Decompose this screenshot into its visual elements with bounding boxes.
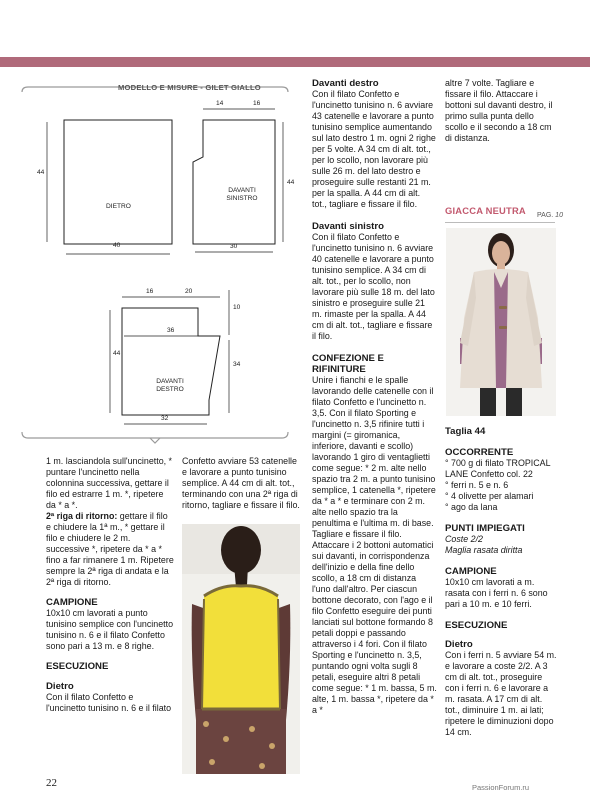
diagram-title: MODELLO E MISURE - GILET GIALLO [118, 83, 261, 92]
heading-occorrente: OCCORRENTE [445, 447, 514, 458]
heading-davanti-destro: Davanti destro [312, 78, 379, 89]
paragraph: Con il filato Confetto e l'uncinetto tunisino n. 6 e il filato [46, 692, 172, 713]
label-davanti-sinistro: DAVANTI SINISTRO [226, 187, 258, 202]
list-item: ° 4 olivette per alamari [445, 491, 534, 501]
divider [445, 222, 555, 223]
paragraph: 1 m. lasciandola sull'uncinetto, * puntare l'uncinetto nella colonnina successiva, gettare il filo ed estrarre 1 m. *, ripetere da * a *. [46, 456, 173, 510]
heading-punti: PUNTI IMPIEGATI [445, 523, 525, 534]
list-item: ° ferri n. 5 e n. 6 [445, 480, 509, 490]
back-piece-outline [64, 120, 172, 244]
list-item-text: ferri n. 5 e n. 6 [451, 480, 509, 490]
list-item-text: 4 olivette per alamari [451, 491, 534, 501]
page-reference-number: 10 [555, 212, 563, 219]
paragraph [445, 545, 557, 556]
paragraph: Confetto avviare 53 catenelle e lavorare a punto tunisino semplice. A 44 cm di alt. tot., terminando con una 2ª riga di ritorno, tagliare e fissare il filo. [182, 456, 300, 510]
column-2 [182, 456, 300, 511]
paragraph: Unire i fianchi e le spalle lavorando delle catenelle con il filato Confetto e l'uncinetto n. 3,5. Con il filato Sporting e l'uncinetto n. 3,5 rifinire tutti i margini (= giromanica, inferiore, davanti e scollo) lavorando 1 giro di ventaglietti come segue: * 2 m. alte nello spazio tra 2 m. a punto tunisino semplice, 1 catenella *, ripetere da * a * e terminare con 2 m. alte nello spazio tra la penultima e l'ultima m. di base. Tagliare e fissare il filo. Attaccare i 2 bottoni automatici sui davanti, in corrispondenza dell'inizio e della fine dello scollo, a 18 cm di distanza l'uno dall'altro. Per ciascun bottone decorato, con l'ago e il filo Confetto eseguire dei punti lanciati sul bottone formando 8 petali doppi e passando attraverso i 4 fori. Con il filato Sporting e l'uncinetto n. 3,5, puntando ogni volta sugli 8 petali, eseguire altri 8 petali come segue: * 1 m. bassa, 5 m. alte, 1 m. bassa *, ripetere da * a * [312, 375, 437, 715]
measure-right-inner: 36 [167, 327, 175, 334]
label-davanti-destro: DAVANTI DESTRO [156, 378, 184, 393]
list-item-text: ago da lana [451, 502, 498, 512]
heading-esecuzione-2: ESECUZIONE [445, 620, 508, 631]
paragraph: Con il filato Confetto e l'uncinetto tunisino n. 6 avviare 43 catenelle e lavorare a punto tunisino semplice aumentando sul lato destro 1 m. ogni 2 righe per 5 volte. A 34 cm di alt. tot., per lo scollo, non lavorare più sulle 26 m. del lato destro e proseguire sulle restanti 21 m. per la spalla. A 44 cm di alt. tot., tagliare e fissare il filo. [312, 89, 436, 209]
watermark: PassionForum.ru [472, 783, 530, 792]
size-label: Taglia 44 [445, 426, 486, 437]
paragraph [46, 511, 174, 588]
paragraph: Con il filato Confetto e l'uncinetto tunisino n. 6 avviare 40 catenelle e lavorare a punto tunisino semplice. A 34 cm di alt. tot., per lo scollo, non lavorare più sulle 18 m. del lato sinistro e proseguire sulle 21 m. rimaste per la spalla. A 44 cm di alt. tot., tagliare e fissare il filo. [312, 232, 435, 341]
measure-right-height: 44 [113, 350, 121, 357]
measurement-diagram [0, 72, 308, 447]
measure-back-height: 44 [37, 169, 45, 176]
column-1 [46, 456, 174, 714]
inline-text: gettare il filo e chiudere la 1ª m., * gettare il filo e chiudere le 2 m. successive *, ripetere da * a * fino a far rimanere 1 m. Ripetere sempre la 2ª riga di andata e la 2ª riga di ritorno. [46, 511, 174, 587]
measure-left-width: 30 [230, 243, 238, 250]
neutral-jacket-photo [446, 228, 556, 416]
measure-left-top-a: 14 [216, 100, 224, 107]
stitch-name: Maglia rasata diritta [445, 545, 523, 555]
measure-right-neck: 10 [233, 304, 241, 311]
heading-dietro: Dietro [46, 681, 74, 692]
page-reference [537, 212, 563, 219]
measure-right-top-b: 20 [185, 288, 193, 295]
section-title-giacca: GIACCA NEUTRA [445, 205, 526, 216]
inline-bold: 2ª riga di ritorno: [46, 511, 118, 521]
stitch-name: Coste 2/2 [445, 534, 483, 544]
page-number: 22 [46, 777, 57, 789]
heading-dietro-2: Dietro [445, 639, 473, 650]
yellow-vest-photo [182, 524, 300, 774]
column-4-top [445, 78, 557, 144]
measure-left-height: 44 [287, 179, 295, 186]
right-front-outline [122, 308, 220, 415]
paragraph: Con i ferri n. 5 avviare 54 m. e lavorare a coste 2/2. A 3 cm di alt. tot., proseguire con i ferri n. 6 e lavorare a m. rasata. A 17 cm di alt. tot., diminuire 1 m. ai lati; ripetere le diminuzioni dopo 14 cm. [445, 650, 557, 737]
list-item: ° 700 g di filato TROPICAL LANE Confetto col. 22 [445, 458, 551, 479]
measure-right-side: 34 [233, 361, 241, 368]
paragraph: 10x10 cm lavorati a m. rasata con i ferri n. 6 sono pari a 10 m. e 10 ferri. [445, 577, 548, 609]
heading-esecuzione: ESECUZIONE [46, 661, 109, 672]
heading-campione: CAMPIONE [46, 597, 98, 608]
column-3 [312, 78, 437, 716]
paragraph: 10x10 cm lavorati a punto tunisino semplice con l'uncinetto tunisino n. 6 e il filato Confetto sono pari a 13 m. e 8 righe. [46, 608, 174, 651]
list-item-text: 700 g di filato TROPICAL LANE Confetto col. 22 [445, 458, 551, 479]
measure-right-top-a: 16 [146, 288, 154, 295]
list-item: ° ago da lana [445, 502, 498, 512]
heading-confezione: CONFEZIONE E RIFINITURE [312, 353, 384, 375]
measure-back-width: 40 [113, 242, 121, 249]
measure-left-top-b: 16 [253, 100, 261, 107]
header-bar [0, 57, 590, 67]
left-front-outline [193, 120, 275, 244]
measure-right-bottom: 32 [161, 415, 169, 422]
column-4-bottom [445, 426, 557, 738]
page-reference-prefix: PAG. [537, 212, 554, 219]
label-dietro: DIETRO [106, 203, 131, 210]
paragraph: altre 7 volte. Tagliare e fissare il filo. Attaccare i bottoni sul davanti destro, il primo sulla punta dello scollo e il secondo a 18 cm di distanza. [445, 78, 553, 143]
heading-campione-2: CAMPIONE [445, 566, 497, 577]
paragraph [445, 534, 557, 545]
heading-davanti-sinistro: Davanti sinistro [312, 221, 384, 232]
